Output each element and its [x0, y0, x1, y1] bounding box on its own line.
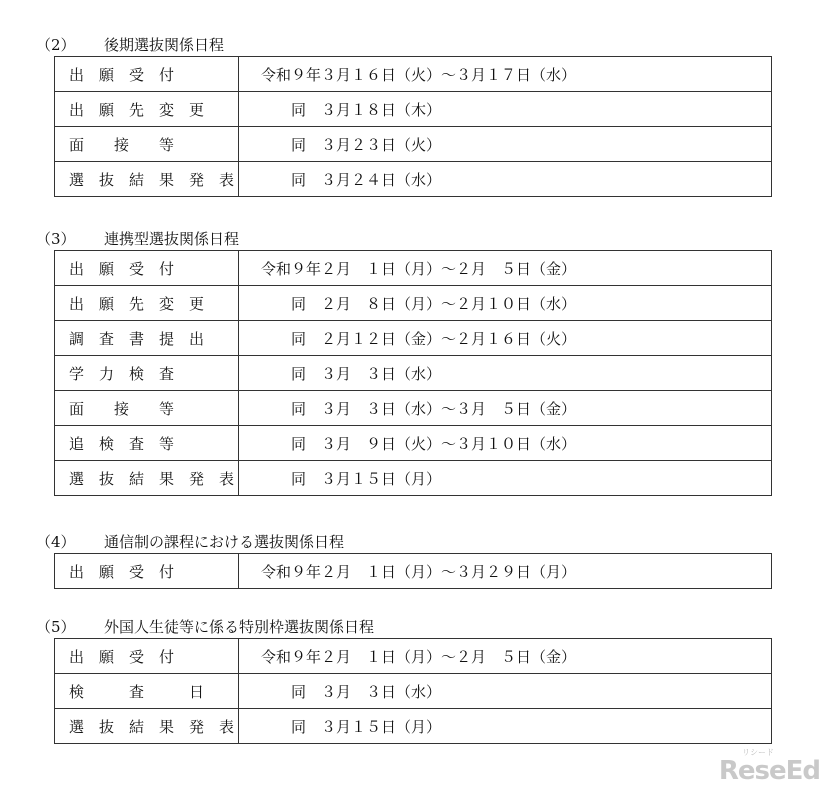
schedule-table: [54, 638, 772, 744]
row-value: 同 ３月１５日（月）: [239, 709, 772, 744]
section-number: （2）: [36, 36, 76, 54]
row-value: 令和９年２月 １日（月）～２月 ５日（金）: [239, 251, 772, 286]
section-title: 通信制の課程における選抜関係日程: [104, 533, 345, 551]
table-row: [55, 554, 772, 589]
row-label: 出 願 先 変 更: [55, 92, 239, 127]
row-value: 同 ３月１５日（月）: [239, 461, 772, 496]
section-title: 連携型選抜関係日程: [104, 230, 240, 248]
section-heading: [36, 34, 224, 56]
section-number: （3）: [36, 230, 76, 248]
watermark-logo: ReseEd: [718, 756, 820, 786]
table-row: [55, 461, 772, 496]
row-label: 出 願 受 付: [55, 554, 239, 589]
row-value: 令和９年２月 １日（月）～２月 ５日（金）: [239, 639, 772, 674]
row-label: 出 願 受 付: [55, 57, 239, 92]
row-label: 面 接 等: [55, 127, 239, 162]
table-row: [55, 639, 772, 674]
section-heading: [36, 531, 344, 553]
table-row: [55, 162, 772, 197]
row-value: 同 ３月１８日（木）: [239, 92, 772, 127]
row-value: 同 ３月 ３日（水）: [239, 356, 772, 391]
section-title: 後期選抜関係日程: [104, 36, 225, 54]
row-label: 追 検 査 等: [55, 426, 239, 461]
table-row: [55, 709, 772, 744]
row-label: 出 願 先 変 更: [55, 286, 239, 321]
row-label: 検 査 日: [55, 674, 239, 709]
row-label: 選 抜 結 果 発 表: [55, 461, 239, 496]
section-heading: [36, 616, 374, 638]
section-heading: [36, 228, 239, 250]
row-value: 令和９年２月 １日（月）～３月２９日（月）: [239, 554, 772, 589]
table-row: [55, 426, 772, 461]
row-value: 同 ３月 ３日（水）: [239, 674, 772, 709]
section-number: （4）: [36, 533, 76, 551]
row-label: 出 願 受 付: [55, 639, 239, 674]
row-value: 同 ３月２４日（水）: [239, 162, 772, 197]
table-row: [55, 356, 772, 391]
row-label: 選 抜 結 果 発 表: [55, 709, 239, 744]
schedule-table: [54, 250, 772, 496]
section-number: （5）: [36, 618, 76, 636]
table-row: [55, 127, 772, 162]
row-label: 調 査 書 提 出: [55, 321, 239, 356]
table-row: [55, 251, 772, 286]
table-row: [55, 391, 772, 426]
table-row: [55, 57, 772, 92]
row-value: 同 ３月２３日（火）: [239, 127, 772, 162]
row-value: 同 ３月 ９日（火）～３月１０日（水）: [239, 426, 772, 461]
watermark-subtext: リシード: [742, 748, 774, 757]
row-value: 同 ２月１２日（金）～２月１６日（火）: [239, 321, 772, 356]
row-value: 同 ３月 ３日（水）～３月 ５日（金）: [239, 391, 772, 426]
schedule-table: [54, 56, 772, 197]
row-value: 同 ２月 ８日（月）～２月１０日（水）: [239, 286, 772, 321]
table-row: [55, 286, 772, 321]
row-label: 面 接 等: [55, 391, 239, 426]
row-label: 学 力 検 査: [55, 356, 239, 391]
table-row: [55, 674, 772, 709]
schedule-table: [54, 553, 772, 589]
table-row: [55, 92, 772, 127]
table-row: [55, 321, 772, 356]
row-label: 選 抜 結 果 発 表: [55, 162, 239, 197]
section-title: 外国人生徒等に係る特別枠選抜関係日程: [104, 618, 375, 636]
row-value: 令和９年３月１６日（火）～３月１７日（水）: [239, 57, 772, 92]
row-label: 出 願 受 付: [55, 251, 239, 286]
